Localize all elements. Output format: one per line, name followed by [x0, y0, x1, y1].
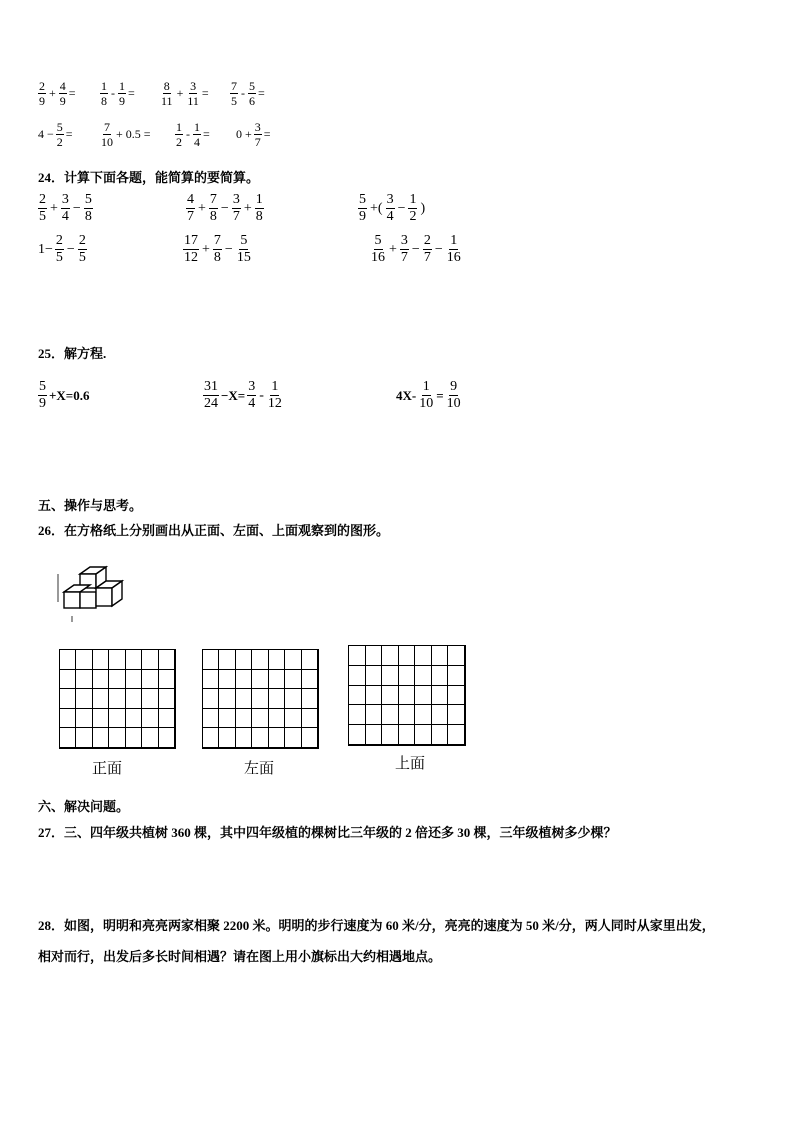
grid-front[interactable]: [59, 649, 176, 749]
grid-cell[interactable]: [76, 650, 92, 670]
grid-cell[interactable]: [219, 650, 235, 670]
q24-expr-r1c3: $\frac{5}{9}$ +( $\frac{3}{4}$ − $\frac{1}{2}$ ): [359, 192, 426, 224]
grid-cell[interactable]: [219, 709, 235, 729]
grid-cell[interactable]: [366, 646, 383, 666]
grid-cell[interactable]: [269, 689, 285, 709]
grid-cell[interactable]: [76, 728, 92, 748]
grid-cell[interactable]: [203, 670, 219, 690]
grid-cell[interactable]: [126, 728, 142, 748]
grid-cell[interactable]: [236, 728, 252, 748]
grid-cell[interactable]: [399, 705, 416, 725]
grid-cell[interactable]: [109, 709, 125, 729]
grid-cell[interactable]: [366, 666, 383, 686]
grid-cell[interactable]: [236, 650, 252, 670]
fraction: $\frac{2}{9}$: [39, 79, 45, 108]
grid-cell[interactable]: [349, 666, 366, 686]
grid-cell[interactable]: [415, 646, 432, 666]
grid-cell[interactable]: [252, 728, 268, 748]
grid-left-label: 左面: [244, 760, 275, 777]
grid-cell[interactable]: [415, 686, 432, 706]
question-26-label: 26．在方格纸上分别画出从正面、左面、上面观察到的图形。: [38, 523, 390, 538]
grid-cell[interactable]: [349, 725, 366, 745]
grid-cell[interactable]: [109, 689, 125, 709]
expr-row2-1: 4 − $\frac{5}{2}$ =: [38, 120, 73, 149]
grid-cell[interactable]: [93, 689, 109, 709]
grid-cell[interactable]: [236, 670, 252, 690]
grid-cell[interactable]: [399, 646, 416, 666]
grid-cell[interactable]: [366, 705, 383, 725]
grid-cell[interactable]: [399, 686, 416, 706]
grid-cell[interactable]: [60, 728, 76, 748]
grid-cell[interactable]: [349, 646, 366, 666]
expr-row2-3: $\frac{1}{2}$ - $\frac{1}{4}$ =: [176, 120, 210, 149]
grid-cell[interactable]: [432, 666, 449, 686]
grid-cell[interactable]: [269, 728, 285, 748]
grid-cell[interactable]: [93, 728, 109, 748]
grid-cell[interactable]: [60, 670, 76, 690]
grid-cell[interactable]: [415, 705, 432, 725]
q24-expr-r1c1: $\frac{2}{5}$ + $\frac{3}{4}$ − $\frac{5}{8}$: [39, 192, 92, 224]
grid-cell[interactable]: [203, 709, 219, 729]
grid-top[interactable]: [348, 645, 466, 746]
q24-expr-r2c1: 1− $\frac{2}{5}$ − $\frac{2}{5}$: [38, 233, 86, 265]
grid-cell[interactable]: [302, 728, 318, 748]
grid-cell[interactable]: [60, 650, 76, 670]
grid-cell[interactable]: [349, 705, 366, 725]
grid-cell[interactable]: [142, 728, 158, 748]
cubes-figure: [56, 562, 128, 624]
grid-cell[interactable]: [159, 689, 175, 709]
grid-cell[interactable]: [126, 709, 142, 729]
q24-expr-r1c2: $\frac{4}{7}$ + $\frac{7}{8}$ − $\frac{3}{7}$ + $\frac{1}{8}$: [187, 192, 263, 224]
grid-cell[interactable]: [142, 650, 158, 670]
grid-cell[interactable]: [432, 705, 449, 725]
grid-cell[interactable]: [126, 689, 142, 709]
q24-expr-r2c2: $\frac{17}{12}$ + $\frac{7}{8}$ − $\frac{5}{15}$: [184, 233, 251, 265]
grid-cell[interactable]: [432, 646, 449, 666]
grid-cell[interactable]: [93, 709, 109, 729]
grid-cell[interactable]: [60, 689, 76, 709]
fraction: $\frac{4}{9}$: [59, 79, 66, 108]
grid-cell[interactable]: [349, 686, 366, 706]
grid-cell[interactable]: [285, 709, 301, 729]
grid-cell[interactable]: [219, 670, 235, 690]
q25-expr-1: $\frac{5}{9}$ +X=0.6: [39, 379, 90, 411]
grid-cell[interactable]: [382, 646, 399, 666]
q25-expr-2: $\frac{31}{24}$ −X= $\frac{3}{4}$ - $\frac{1}{12}$: [204, 379, 282, 411]
grid-cell[interactable]: [93, 670, 109, 690]
section-5-title: 五、操作与思考。: [38, 498, 143, 513]
expr-row2-2: $\frac{7}{10}$ + 0.5 =: [101, 120, 151, 149]
grid-cell[interactable]: [142, 709, 158, 729]
grid-cell[interactable]: [236, 709, 252, 729]
grid-cell[interactable]: [159, 670, 175, 690]
grid-cell[interactable]: [285, 650, 301, 670]
grid-cell[interactable]: [252, 689, 268, 709]
expr-row1-1: $\frac{2}{9}$ + $\frac{4}{9}$ =: [39, 79, 76, 108]
grid-cell[interactable]: [448, 705, 465, 725]
grid-cell[interactable]: [109, 670, 125, 690]
grid-cell[interactable]: [219, 689, 235, 709]
question-25-label: 25．解方程.: [38, 346, 107, 361]
question-27-label: 27．三、四年级共植树 360 棵，其中四年级植的棵树比三年级的 2 倍还多 30 棵，三年级植树多少棵？: [38, 825, 617, 840]
grid-cell[interactable]: [448, 686, 465, 706]
grid-front-label: 正面: [92, 760, 123, 777]
grid-cell[interactable]: [302, 689, 318, 709]
question-28-line1: 28．如图，明明和亮亮两家相聚 2200 米。明明的步行速度为 60 米/分，亮亮的速度为 50 米/分，两人同时从家里出发，: [38, 918, 715, 933]
grid-cell[interactable]: [203, 689, 219, 709]
expr-row1-2: $\frac{1}{8}$ - $\frac{1}{9}$ =: [101, 79, 135, 108]
grid-cell[interactable]: [60, 709, 76, 729]
grid-cell[interactable]: [302, 650, 318, 670]
grid-cell[interactable]: [366, 686, 383, 706]
grid-cell[interactable]: [252, 709, 268, 729]
grid-cell[interactable]: [109, 650, 125, 670]
grid-cell[interactable]: [159, 728, 175, 748]
grid-cell[interactable]: [399, 666, 416, 686]
grid-cell[interactable]: [448, 725, 465, 745]
q24-expr-r2c3: $\frac{5}{16}$ + $\frac{3}{7}$ − $\frac{2}{7}$ − $\frac{1}{16}$: [371, 233, 461, 265]
grid-cell[interactable]: [382, 666, 399, 686]
grid-cell[interactable]: [76, 709, 92, 729]
question-24-label: 24．计算下面各题，能简算的要简算。: [38, 170, 260, 185]
grid-cell[interactable]: [76, 670, 92, 690]
grid-cell[interactable]: [302, 709, 318, 729]
grid-cell[interactable]: [382, 686, 399, 706]
grid-cell[interactable]: [415, 725, 432, 745]
grid-cell[interactable]: [76, 689, 92, 709]
grid-cell[interactable]: [219, 728, 235, 748]
grid-cell[interactable]: [285, 728, 301, 748]
grid-cell[interactable]: [126, 650, 142, 670]
grid-cell[interactable]: [269, 709, 285, 729]
expr-row2-4: 0 + $\frac{3}{7}$ =: [236, 120, 271, 149]
q25-expr-3: 4X- $\frac{1}{10}$ = $\frac{9}{10}$: [396, 379, 461, 411]
grid-cell[interactable]: [432, 686, 449, 706]
section-6-title: 六、解决问题。: [38, 799, 130, 814]
grid-cell[interactable]: [142, 670, 158, 690]
grid-cell[interactable]: [269, 650, 285, 670]
grid-cell[interactable]: [109, 728, 125, 748]
grid-top-label: 上面: [395, 755, 426, 772]
grid-cell[interactable]: [302, 670, 318, 690]
grid-cell[interactable]: [432, 725, 449, 745]
grid-cell[interactable]: [382, 725, 399, 745]
grid-left[interactable]: [202, 649, 319, 749]
grid-cell[interactable]: [252, 650, 268, 670]
grid-cell[interactable]: [236, 689, 252, 709]
grid-cell[interactable]: [382, 705, 399, 725]
grid-cell[interactable]: [399, 725, 416, 745]
question-28-line2: 相对而行，出发后多长时间相遇？请在图上用小旗标出大约相遇地点。: [38, 949, 442, 964]
expr-row1-4: $\frac{7}{5}$ - $\frac{5}{6}$ =: [231, 79, 265, 108]
grid-cell[interactable]: [448, 646, 465, 666]
grid-cell[interactable]: [269, 670, 285, 690]
grid-cell[interactable]: [203, 650, 219, 670]
grid-cell[interactable]: [448, 666, 465, 686]
grid-cell[interactable]: [159, 650, 175, 670]
grid-cell[interactable]: [142, 689, 158, 709]
grid-cell[interactable]: [285, 689, 301, 709]
grid-cell[interactable]: [126, 670, 142, 690]
grid-cell[interactable]: [159, 709, 175, 729]
grid-cell[interactable]: [203, 728, 219, 748]
grid-cell[interactable]: [93, 650, 109, 670]
grid-cell[interactable]: [366, 725, 383, 745]
grid-cell[interactable]: [285, 670, 301, 690]
grid-cell[interactable]: [252, 670, 268, 690]
grid-cell[interactable]: [415, 666, 432, 686]
expr-row1-3: $\frac{8}{11}$ + $\frac{3}{11}$ =: [161, 79, 209, 108]
